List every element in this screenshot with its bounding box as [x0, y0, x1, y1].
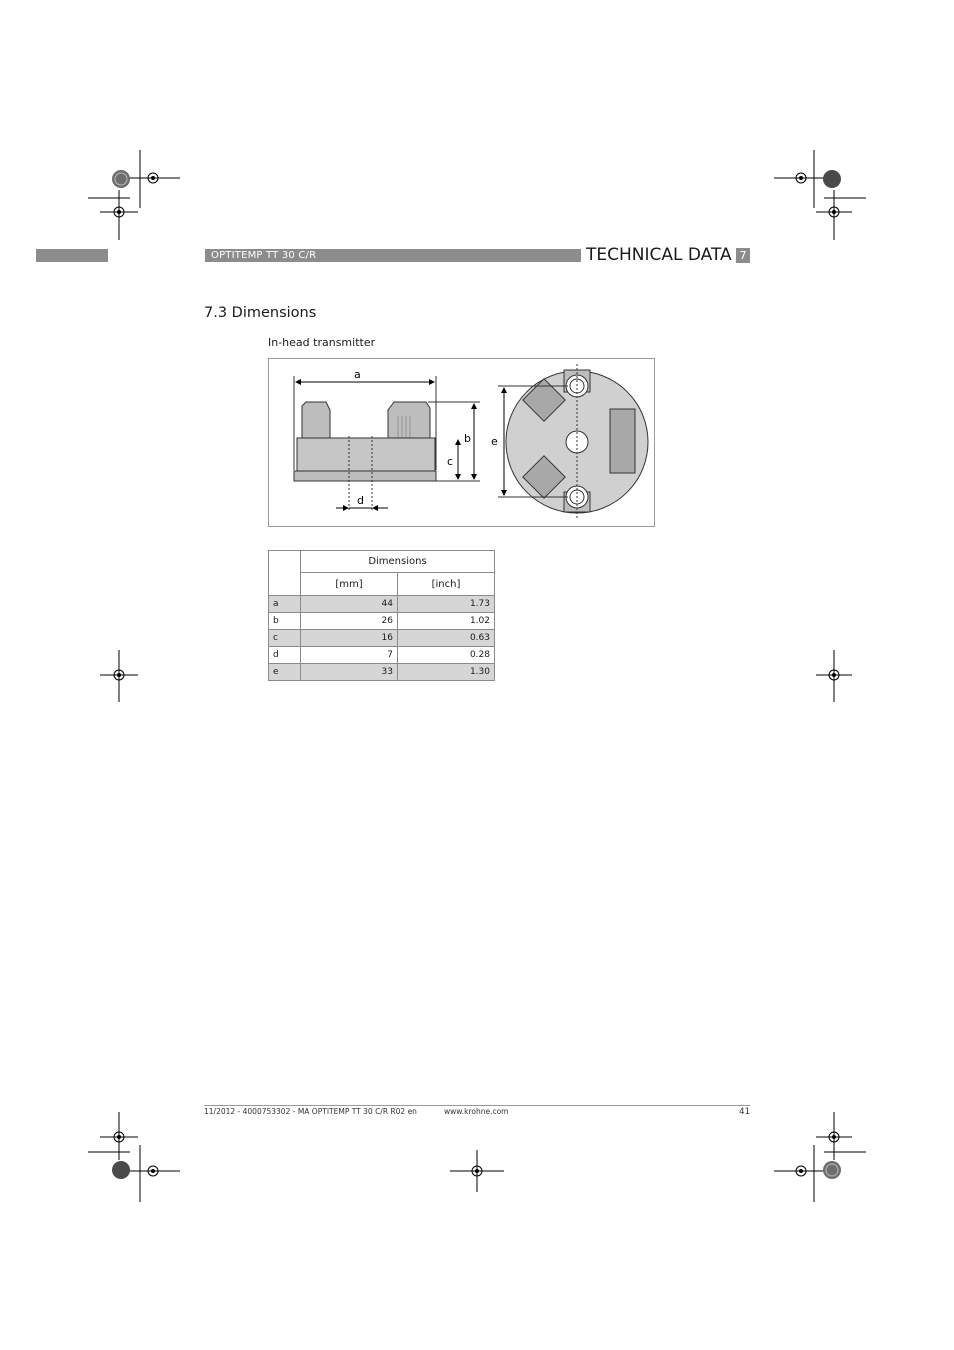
table-row: [269, 664, 495, 681]
crosshair-mark: [88, 190, 138, 240]
dimension-label-b: b: [464, 432, 471, 445]
figure-caption: In-head transmitter: [268, 336, 376, 349]
header-product-name: OPTITEMP TT 30 C/R: [211, 250, 317, 261]
row-label: e: [269, 664, 301, 681]
crosshair-mark: [816, 650, 852, 702]
table-corner-cell: [269, 551, 301, 596]
footer-page-number: 41: [739, 1107, 750, 1117]
section-title: 7.3 Dimensions: [204, 305, 317, 321]
footer-rule: [204, 1105, 750, 1106]
table-row: [269, 647, 495, 664]
value-inch: 0.28: [398, 647, 495, 664]
crosshair-mark: [88, 1112, 138, 1160]
header-chapter-number: 7: [736, 248, 750, 263]
crosshair-mark: [816, 1112, 866, 1160]
crosshair-mark: [816, 190, 866, 240]
footer-document-reference: 11/2012 - 4000753302 - MA OPTITEMP TT 30 C/R R02 en: [204, 1107, 417, 1116]
row-label: b: [269, 613, 301, 630]
table-row: [269, 596, 495, 613]
table-row: [269, 630, 495, 647]
value-mm: 7: [301, 647, 398, 664]
value-inch: 0.63: [398, 630, 495, 647]
dimensions-table: [268, 550, 495, 681]
header-left-bar: [36, 249, 108, 262]
value-mm: 26: [301, 613, 398, 630]
column-header-inch: [inch]: [398, 573, 495, 596]
dimension-drawing: [268, 358, 655, 527]
value-inch: 1.02: [398, 613, 495, 630]
dimension-label-e: e: [491, 435, 498, 448]
dimension-label-a: a: [354, 368, 361, 381]
value-mm: 16: [301, 630, 398, 647]
row-label: c: [269, 630, 301, 647]
crosshair-mark: [450, 1150, 504, 1192]
table-group-header: Dimensions: [301, 551, 495, 573]
value-mm: 33: [301, 664, 398, 681]
table-header-row: [269, 573, 495, 596]
header-chapter-title: TECHNICAL DATA: [586, 245, 732, 265]
dimension-label-c: c: [447, 455, 454, 468]
row-label: d: [269, 647, 301, 664]
value-mm: 44: [301, 596, 398, 613]
table-row: [269, 613, 495, 630]
dimension-label-d: d: [357, 494, 364, 507]
row-label: a: [269, 596, 301, 613]
value-inch: 1.73: [398, 596, 495, 613]
footer-website-link[interactable]: www.krohne.com: [444, 1107, 509, 1116]
table-header-row: [269, 551, 495, 573]
column-header-mm: [mm]: [301, 573, 398, 596]
value-inch: 1.30: [398, 664, 495, 681]
crosshair-mark: [100, 650, 138, 702]
